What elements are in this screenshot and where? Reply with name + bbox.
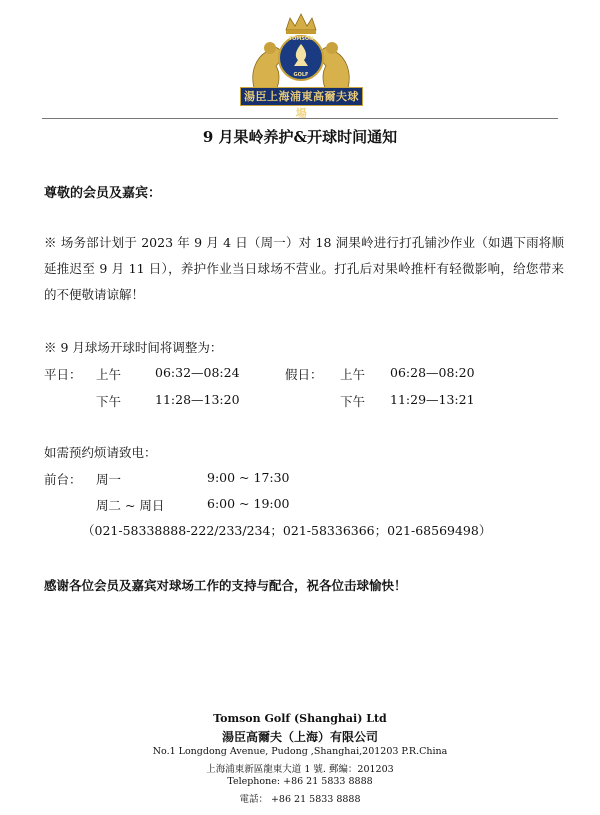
- front-desk-label: 前台：: [44, 472, 82, 487]
- left-lion-icon: [253, 42, 281, 90]
- weekday-afternoon-time: 11:28—13:20: [155, 392, 240, 407]
- holiday-label: 假日：: [285, 367, 323, 382]
- holiday-afternoon-label: 下午: [340, 394, 366, 409]
- footer-telephone: Telephone: +86 21 5833 8888: [227, 776, 373, 787]
- footer-phone-cn: 電話： +86 21 5833 8888: [239, 794, 361, 805]
- closing-thanks: 感谢各位会员及嘉宾对球场工作的支持与配合，祝各位击球愉快！: [44, 578, 407, 593]
- maintenance-notice: ※ 场务部计划于 2023 年 9 月 4 日（周一）对 18 洞果岭进行打孔铺沙作业（如遇下雨将顺延推迟至 9 月 11 日），养护作业当日球场不营业。打孔后对果岭推杆有轻微影响，给您带来的不便敬请谅解！: [44, 235, 564, 302]
- booking-hours-1: 9:00 ~ 17:30: [207, 470, 290, 485]
- footer-company-cn: 湯臣高爾夫（上海）有限公司: [221, 730, 378, 744]
- holiday-afternoon-time: 11:29—13:21: [390, 392, 475, 407]
- footer-address-en: No.1 Longdong Avenue, Pudong ,Shanghai,201203 P.R.China: [152, 746, 448, 757]
- weekday-label: 平日：: [44, 367, 82, 382]
- weekday-morning-time: 06:32—08:24: [155, 365, 240, 380]
- booking-day-1: 周一: [96, 472, 122, 487]
- booking-phones: （021-58338888-222/233/234；021-58336366；021-68569498）: [82, 523, 492, 538]
- greeting: 尊敬的会员及嘉宾：: [44, 186, 162, 201]
- page-title: 9 月果岭养护&开球时间通知: [202, 128, 398, 146]
- footer-company-en: Tomson Golf (Shanghai) Ltd: [213, 712, 387, 725]
- booking-hours-2: 6:00 ~ 19:00: [207, 496, 290, 511]
- weekday-morning-label: 上午: [96, 367, 122, 382]
- holiday-morning-time: 06:28—08:20: [390, 365, 475, 380]
- logo-top-text: TOMSON: [288, 36, 314, 42]
- weekday-afternoon-label: 下午: [96, 394, 122, 409]
- booking-heading: 如需预约烦请致电：: [44, 445, 157, 460]
- right-lion-icon: [321, 42, 349, 90]
- crown-icon: [286, 14, 316, 34]
- footer-address-cn: 上海浦東新區龍東大道 1 號. 郵編：201203: [206, 764, 394, 775]
- logo-banner: 湯臣上海浦東高爾夫球場: [240, 87, 363, 106]
- schedule-heading: ※ 9 月球场开球时间将调整为：: [44, 340, 223, 355]
- booking-day-2: 周二 ~ 周日: [96, 498, 165, 513]
- header-divider: [42, 118, 558, 119]
- holiday-morning-label: 上午: [340, 367, 366, 382]
- logo-mid-text: GOLF: [293, 72, 309, 78]
